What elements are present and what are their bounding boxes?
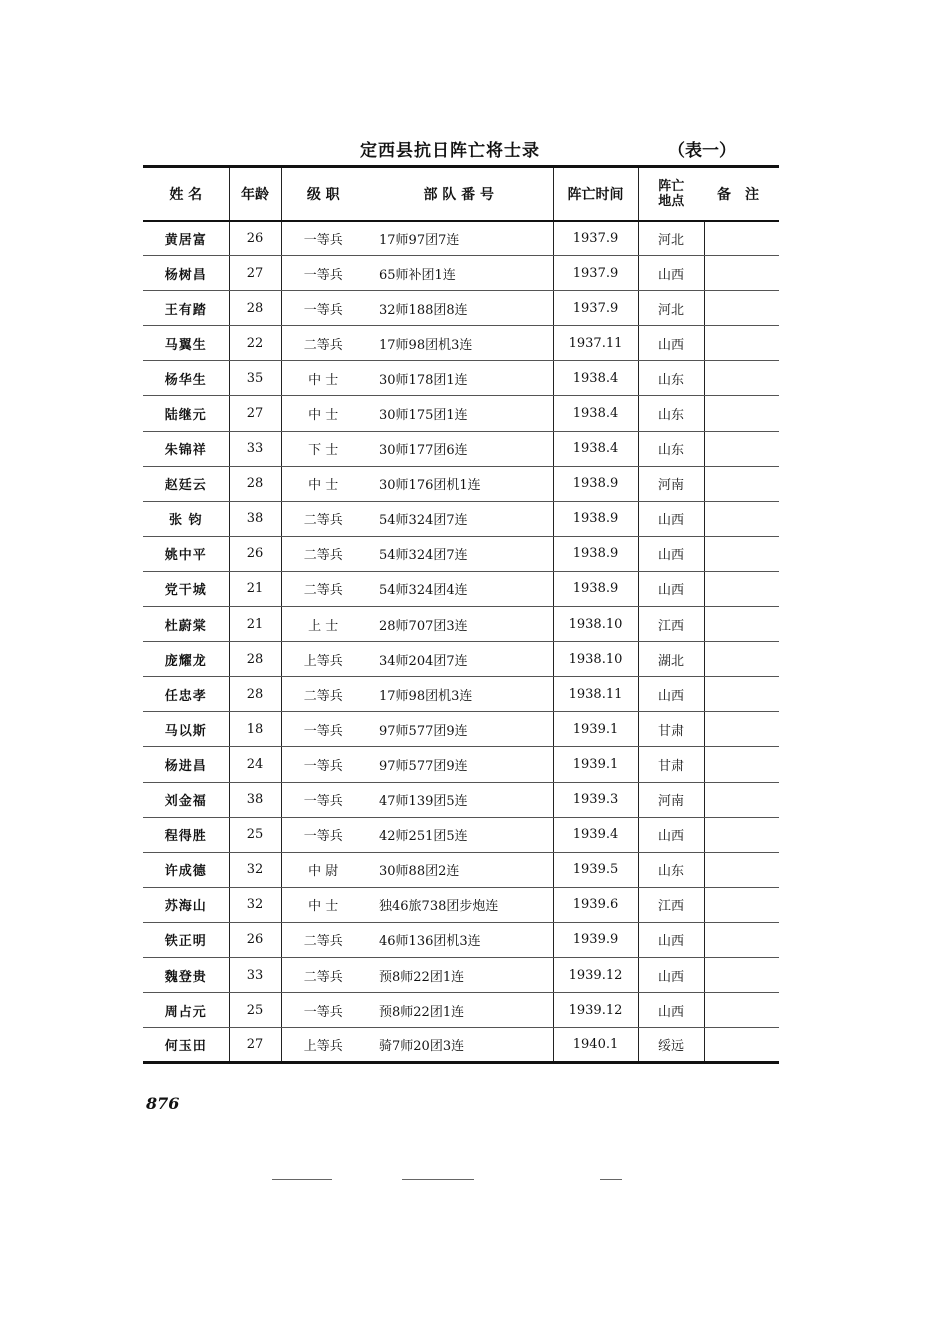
table-row [143,957,779,992]
cell-date: 1938.11 [553,677,638,712]
cell-age: 35 [229,361,281,396]
cell-name: 杨进昌 [143,747,229,782]
cell-unit: 97师577团9连 [365,747,553,782]
cell-name: 苏海山 [143,887,229,922]
table-row [143,501,779,536]
table-row [143,431,779,466]
cell-place: 山东 [638,431,704,466]
table-row [143,326,779,361]
cell-date: 1938.4 [553,361,638,396]
cell-note [704,677,779,712]
cell-date: 1939.1 [553,712,638,747]
cell-name: 张 钧 [143,501,229,536]
cell-date: 1937.9 [553,256,638,291]
cell-note [704,361,779,396]
cell-note [704,712,779,747]
page-number: 876 [146,1094,180,1113]
cell-note [704,817,779,852]
cell-rank: 二等兵 [281,957,365,992]
cell-name: 杨华生 [143,361,229,396]
cell-unit: 42师251团5连 [365,817,553,852]
cell-rank: 一等兵 [281,221,365,256]
header-date: 阵亡时间 [553,167,638,221]
cell-place: 甘肃 [638,747,704,782]
cell-unit: 65师补团1连 [365,256,553,291]
cell-unit: 预8师22团1连 [365,957,553,992]
roster-body [143,221,779,1063]
cell-unit: 预8师22团1连 [365,993,553,1028]
cell-name: 周占元 [143,993,229,1028]
cell-age: 27 [229,396,281,431]
cell-place: 山西 [638,922,704,957]
cell-date: 1939.12 [553,957,638,992]
cell-unit: 97师577团9连 [365,712,553,747]
table-row [143,1028,779,1063]
cell-rank: 中 士 [281,466,365,501]
roster-table [143,165,779,1064]
cell-name: 程得胜 [143,817,229,852]
cell-age: 27 [229,256,281,291]
cell-unit: 30师178团1连 [365,361,553,396]
cell-age: 32 [229,852,281,887]
table-row [143,817,779,852]
header-place-text: 阵亡地点 [658,178,685,209]
cell-place: 江西 [638,887,704,922]
cell-name: 陆继元 [143,396,229,431]
cell-rank: 一等兵 [281,747,365,782]
cell-rank: 中 士 [281,396,365,431]
cell-unit: 54师324团7连 [365,501,553,536]
table-row [143,536,779,571]
cell-date: 1939.12 [553,993,638,1028]
cell-rank: 一等兵 [281,782,365,817]
header-place [638,167,704,221]
cell-place: 绥远 [638,1028,704,1063]
header-age: 年龄 [229,167,281,221]
cell-unit: 28师707团3连 [365,607,553,642]
cell-age: 26 [229,536,281,571]
cell-unit: 17师98团机3连 [365,326,553,361]
cell-note [704,221,779,256]
cell-date: 1937.9 [553,291,638,326]
table-row [143,642,779,677]
cell-place: 河南 [638,782,704,817]
cell-note [704,852,779,887]
cell-name: 庞耀龙 [143,642,229,677]
cell-date: 1938.10 [553,642,638,677]
cell-note [704,466,779,501]
table-row [143,396,779,431]
cell-date: 1938.9 [553,501,638,536]
cell-place: 山西 [638,571,704,606]
cell-age: 25 [229,993,281,1028]
cell-date: 1938.4 [553,431,638,466]
cell-date: 1937.11 [553,326,638,361]
cell-note [704,326,779,361]
table-row [143,993,779,1028]
cell-name: 杨树昌 [143,256,229,291]
cell-rank: 中 士 [281,887,365,922]
cell-rank: 二等兵 [281,571,365,606]
cell-place: 山东 [638,361,704,396]
cell-note [704,887,779,922]
cell-date: 1938.9 [553,536,638,571]
cell-place: 山西 [638,536,704,571]
cell-age: 38 [229,501,281,536]
cell-unit: 17师97团7连 [365,221,553,256]
table-row [143,571,779,606]
scan-artifact-line [600,1179,622,1180]
cell-note [704,922,779,957]
header-rank: 级 职 [281,167,365,221]
cell-rank: 中 尉 [281,852,365,887]
table-row [143,712,779,747]
table-row [143,361,779,396]
cell-unit: 独46旅738团步炮连 [365,887,553,922]
cell-unit: 46师136团机3连 [365,922,553,957]
cell-unit: 骑7师20团3连 [365,1028,553,1063]
cell-unit: 54师324团4连 [365,571,553,606]
cell-rank: 二等兵 [281,501,365,536]
table-row [143,922,779,957]
cell-unit: 54师324团7连 [365,536,553,571]
cell-place: 山东 [638,852,704,887]
cell-note [704,501,779,536]
cell-unit: 30师88团2连 [365,852,553,887]
cell-age: 27 [229,1028,281,1063]
cell-age: 28 [229,291,281,326]
cell-date: 1938.4 [553,396,638,431]
header-row [143,167,779,221]
cell-age: 33 [229,957,281,992]
cell-age: 24 [229,747,281,782]
cell-rank: 一等兵 [281,256,365,291]
table-row [143,256,779,291]
cell-age: 26 [229,922,281,957]
cell-rank: 二等兵 [281,536,365,571]
cell-date: 1938.9 [553,466,638,501]
cell-place: 河北 [638,291,704,326]
table-row [143,677,779,712]
cell-age: 26 [229,221,281,256]
cell-place: 湖北 [638,642,704,677]
cell-age: 21 [229,607,281,642]
cell-place: 山西 [638,677,704,712]
cell-name: 姚中平 [143,536,229,571]
cell-name: 黄居富 [143,221,229,256]
cell-rank: 上等兵 [281,642,365,677]
cell-place: 山西 [638,993,704,1028]
cell-age: 32 [229,887,281,922]
cell-date: 1940.1 [553,1028,638,1063]
cell-rank: 二等兵 [281,326,365,361]
cell-name: 许成德 [143,852,229,887]
cell-age: 28 [229,642,281,677]
cell-unit: 32师188团8连 [365,291,553,326]
header-name: 姓 名 [143,167,229,221]
cell-note [704,256,779,291]
cell-name: 马以斯 [143,712,229,747]
cell-rank: 下 士 [281,431,365,466]
scan-artifact-line [402,1179,474,1180]
cell-note [704,291,779,326]
cell-unit: 34师204团7连 [365,642,553,677]
cell-rank: 上 士 [281,607,365,642]
cell-place: 山西 [638,256,704,291]
cell-rank: 二等兵 [281,922,365,957]
cell-date: 1939.3 [553,782,638,817]
cell-name: 杜蔚棠 [143,607,229,642]
table-row [143,782,779,817]
roster-table-wrap [143,165,779,1064]
table-row [143,221,779,256]
cell-name: 刘金福 [143,782,229,817]
cell-age: 21 [229,571,281,606]
cell-name: 朱锦祥 [143,431,229,466]
table-row [143,291,779,326]
cell-place: 山东 [638,396,704,431]
cell-age: 38 [229,782,281,817]
cell-date: 1939.5 [553,852,638,887]
cell-age: 33 [229,431,281,466]
cell-note [704,1028,779,1063]
cell-note [704,993,779,1028]
cell-unit: 30师175团1连 [365,396,553,431]
cell-note [704,536,779,571]
cell-age: 28 [229,466,281,501]
cell-unit: 30师177团6连 [365,431,553,466]
cell-age: 25 [229,817,281,852]
scan-artifact-line [272,1179,332,1180]
table-row [143,466,779,501]
cell-name: 任忠孝 [143,677,229,712]
cell-note [704,396,779,431]
cell-unit: 47师139团5连 [365,782,553,817]
cell-name: 党干城 [143,571,229,606]
header-unit: 部 队 番 号 [365,167,553,221]
cell-name: 何玉田 [143,1028,229,1063]
cell-place: 河北 [638,221,704,256]
cell-unit: 30师176团机1连 [365,466,553,501]
cell-name: 王有踏 [143,291,229,326]
cell-rank: 一等兵 [281,291,365,326]
cell-note [704,782,779,817]
page-title: 定西县抗日阵亡将士录 [360,141,540,161]
table-row [143,747,779,782]
cell-rank: 一等兵 [281,817,365,852]
cell-place: 河南 [638,466,704,501]
cell-place: 山西 [638,817,704,852]
cell-age: 18 [229,712,281,747]
cell-age: 28 [229,677,281,712]
cell-date: 1939.9 [553,922,638,957]
cell-date: 1937.9 [553,221,638,256]
cell-date: 1938.9 [553,571,638,606]
cell-rank: 中 士 [281,361,365,396]
cell-place: 山西 [638,501,704,536]
cell-place: 山西 [638,326,704,361]
cell-note [704,747,779,782]
cell-name: 马翼生 [143,326,229,361]
cell-age: 22 [229,326,281,361]
table-row [143,607,779,642]
cell-place: 山西 [638,957,704,992]
cell-date: 1939.6 [553,887,638,922]
cell-date: 1939.1 [553,747,638,782]
cell-note [704,642,779,677]
cell-place: 江西 [638,607,704,642]
table-number: （表一） [668,141,736,161]
cell-name: 赵廷云 [143,466,229,501]
cell-note [704,957,779,992]
table-row [143,852,779,887]
table-row [143,887,779,922]
cell-rank: 上等兵 [281,1028,365,1063]
cell-unit: 17师98团机3连 [365,677,553,712]
header-note: 备注 [704,167,779,221]
cell-date: 1938.10 [553,607,638,642]
cell-place: 甘肃 [638,712,704,747]
cell-name: 铁正明 [143,922,229,957]
cell-note [704,431,779,466]
cell-rank: 一等兵 [281,712,365,747]
cell-note [704,571,779,606]
cell-rank: 二等兵 [281,677,365,712]
cell-rank: 一等兵 [281,993,365,1028]
cell-note [704,607,779,642]
cell-date: 1939.4 [553,817,638,852]
cell-name: 魏登贵 [143,957,229,992]
